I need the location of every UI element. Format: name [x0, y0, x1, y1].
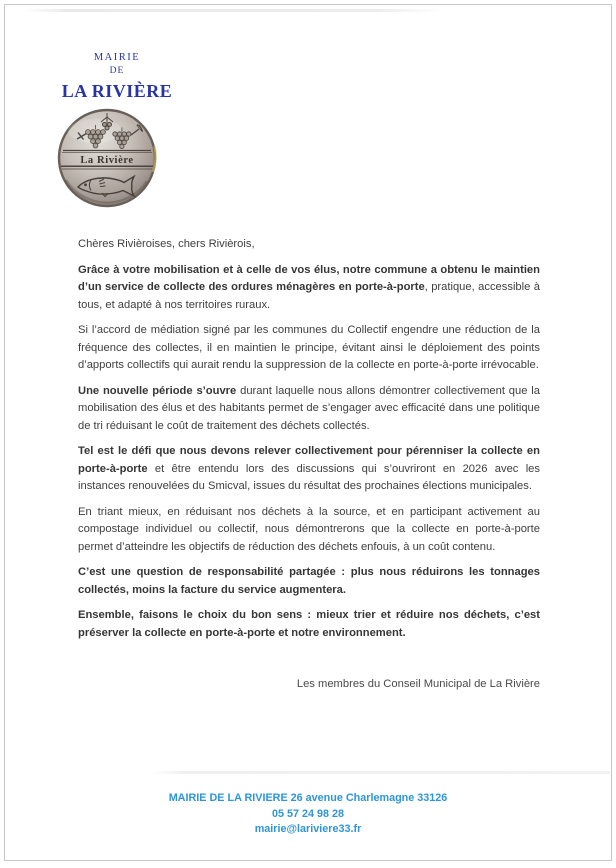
paragraph-6-bold: C’est une question de responsabilité partagée : plus nous réduirons les tonnages collectés, moins la facture du service augmentera.: [78, 566, 540, 596]
org-name-line3: LA RIVIÈRE: [61, 81, 173, 101]
scan-artifact-footer: [150, 771, 610, 774]
signature: Les membres du Conseil Municipal de La Rivière: [296, 678, 540, 690]
paragraph-5-text: En triant mieux, en réduisant nos déchets à la source, et en participant activement au compostage individuel ou collectif, nous démontrerons que la collecte en porte-à-porte permet d’atteindre les objectifs de réduction des déchets enfouis, à un coût contenu.: [78, 505, 540, 553]
municipal-seal: [54, 108, 160, 208]
scan-artifact-top: [25, 9, 440, 12]
org-name-line2: DE: [109, 66, 125, 76]
paragraph-2-text: Si l’accord de médiation signé par les communes du Collectif engendre une réduction de la fréquence des collectes, il en maintien le principe, évitant ainsi le déploiement des points d’apports collectifs qui aurait rendu la suppression de la collecte en porte-à-porte irrévocable.: [78, 324, 540, 371]
footer: [0, 791, 616, 838]
footer-email-link[interactable]: mairie@lariviere33.fr: [254, 823, 362, 835]
paragraph-3-text: durant laquelle nous allons démontrer collectivement que la mobilisation des élus et des habitants permet de s’engager avec efficacité dans une politique de tri réduisant le coût de traitement des déchets collectés.: [78, 384, 541, 432]
paragraph-3-bold: Une nouvelle période s’ouvre: [78, 384, 237, 397]
seal-label: La Rivière: [80, 155, 134, 167]
footer-email: [0, 822, 616, 838]
paragraph-1-bold: Grâce à votre mobilisation et à celle de vos élus, notre commune a obtenu le maintien d’un service de collecte des ordures ménagères en porte-à-porte: [78, 263, 540, 293]
footer-phone: 05 57 24 98 28: [271, 807, 345, 820]
paragraph-2: [78, 322, 540, 375]
paragraph-4: [78, 443, 540, 496]
paragraph-7-bold: Ensemble, faisons le choix du bon sens : mieux trier et réduire nos déchets, c’est préserver la collecte en porte-à-porte et notre environnement.: [78, 609, 540, 639]
paragraph-1: [78, 262, 540, 315]
paragraph-7: [78, 607, 540, 642]
paragraph-4-text: et être entendu lors des discussions qui s’ouvriront en 2026 avec les instances renouvelées du Smicval, issues du résultat des prochaines élections municipales.: [78, 462, 540, 492]
paragraph-5: [78, 504, 540, 557]
org-name: [58, 52, 176, 102]
org-name-line1: MAIRIE: [93, 52, 141, 63]
paragraph-4-bold: Tel est le défi que nous devons relever collectivement pour pérenniser la collecte en porte-à-porte: [78, 445, 540, 475]
paragraph-3: [78, 383, 540, 436]
salutation: Chères Rivièroises, chers Rivièrois,: [78, 238, 255, 250]
footer-address: MAIRIE DE LA RIVIERE 26 avenue Charlemagne 33126: [168, 792, 448, 804]
municipal-seal-image: [54, 108, 160, 208]
letter-body: [78, 236, 540, 702]
paragraph-6: [78, 564, 540, 599]
paragraph-1-text: , pratique, accessible à tous, et adapté à nos territoires ruraux.: [78, 281, 540, 311]
